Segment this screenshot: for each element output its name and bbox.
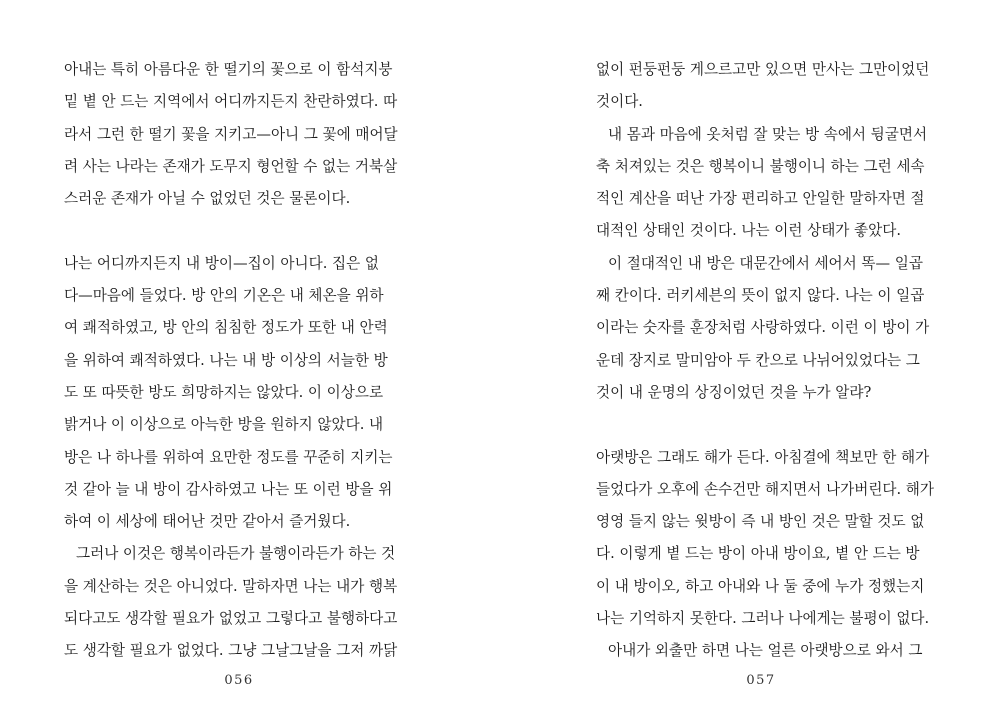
text-line: 운데 장지로 말미암아 두 칸으로 나뉘어있었다는 그 (596, 351, 920, 369)
text-line: 다—마음에 들었다. 방 안의 기온은 내 체온을 위하 (64, 287, 384, 305)
text-line (596, 409, 946, 441)
text-line: 여 쾌적하였고, 방 안의 침침한 정도가 또한 내 안력 (64, 319, 388, 337)
text-line: 을 위하여 쾌적하였다. 나는 내 방 이상의 서늘한 방 (64, 351, 388, 369)
text-line (64, 215, 414, 247)
text-line: 나는 기억하지 못한다. 그러나 나에게는 불평이 없다. (596, 610, 930, 628)
text-line: 영영 들지 않는 윗방이 즉 내 방인 것은 말할 것도 없 (596, 513, 925, 531)
right-page-body (596, 54, 946, 668)
text-line: 대적인 상태인 것이다. 나는 이런 상태가 좋았다. (596, 222, 901, 240)
text-line: 려 사는 나라는 존재가 도무지 형언할 수 없는 거북살 (64, 157, 398, 175)
text-line: 라서 그런 한 떨기 꽃을 지키고—아니 그 꽃에 매어달 (64, 125, 398, 143)
text-line: 내 몸과 마음에 옷처럼 잘 맞는 방 속에서 뒹굴면서 (608, 125, 928, 143)
text-line: 것 같아 늘 내 방이 감사하였고 나는 또 이런 방을 위 (64, 480, 393, 498)
text-line: 밑 볕 안 드는 지역에서 어디까지든지 찬란하였다. 따 (64, 93, 398, 111)
text-line: 째 칸이다. 러키세븐의 뜻이 없지 않다. 나는 이 일곱 (596, 287, 925, 305)
text-line: 방은 나 하나를 위하여 요만한 정도를 꾸준히 지키는 (64, 448, 393, 466)
text-line: 것이 내 운명의 상징이었던 것을 누가 알랴? (596, 383, 872, 401)
page-number-left: 056 (224, 673, 254, 688)
page-number-right: 057 (746, 673, 776, 688)
text-line: 아내가 외출만 하면 나는 얼른 아랫방으로 와서 그 (608, 642, 923, 660)
text-line: 이라는 숫자를 훈장처럼 사랑하였다. 이런 이 방이 가 (596, 319, 930, 337)
text-line: 다. 이렇게 볕 드는 방이 아내 방이요, 볕 안 드는 방 (596, 545, 920, 563)
text-line: 하여 이 세상에 태어난 것만 같아서 즐거웠다. (64, 513, 351, 531)
text-line: 아랫방은 그래도 해가 든다. 아침결에 책보만 한 해가 (596, 448, 930, 466)
text-line: 도 또 따뜻한 방도 희망하지는 않았다. 이 이상으로 (64, 383, 384, 401)
text-line: 도 생각할 필요가 없었다. 그냥 그날그날을 그저 까닭 (64, 642, 398, 660)
text-line: 축 처져있는 것은 행복이니 불행이니 하는 그런 세속 (596, 157, 925, 175)
text-line: 들었다가 오후에 손수건만 해지면서 나가버린다. 해가 (596, 480, 934, 498)
text-line: 아내는 특히 아름다운 한 떨기의 꽃으로 이 함석지붕 (64, 61, 393, 78)
text-line: 밝거나 이 이상으로 아늑한 방을 원하지 않았다. 내 (64, 416, 384, 434)
text-line: 그러나 이것은 행복이라든가 불행이라든가 하는 것 (76, 545, 396, 563)
text-line: 이 절대적인 내 방은 대문간에서 세어서 똑— 일곱 (608, 254, 923, 272)
text-line: 적인 계산을 떠난 가장 편리하고 안일한 말하자면 절 (596, 190, 925, 208)
text-line: 없이 펀둥펀둥 게으르고만 있으면 만사는 그만이었던 (596, 61, 930, 78)
right-page (500, 0, 1000, 714)
left-page-body (64, 54, 414, 668)
text-line: 나는 어디까지든지 내 방이—집이 아니다. 집은 없 (64, 254, 379, 272)
text-line: 되다고도 생각할 필요가 없었고 그렇다고 불행하다고 (64, 610, 398, 628)
text-line: 이 내 방이오, 하고 아내와 나 둘 중에 누가 정했는지 (596, 577, 925, 595)
text-line: 스러운 존재가 아닐 수 없었던 것은 물론이다. (64, 190, 351, 208)
text-line: 을 계산하는 것은 아니었다. 말하자면 나는 내가 행복 (64, 577, 398, 595)
text-line: 것이다. (596, 93, 643, 111)
